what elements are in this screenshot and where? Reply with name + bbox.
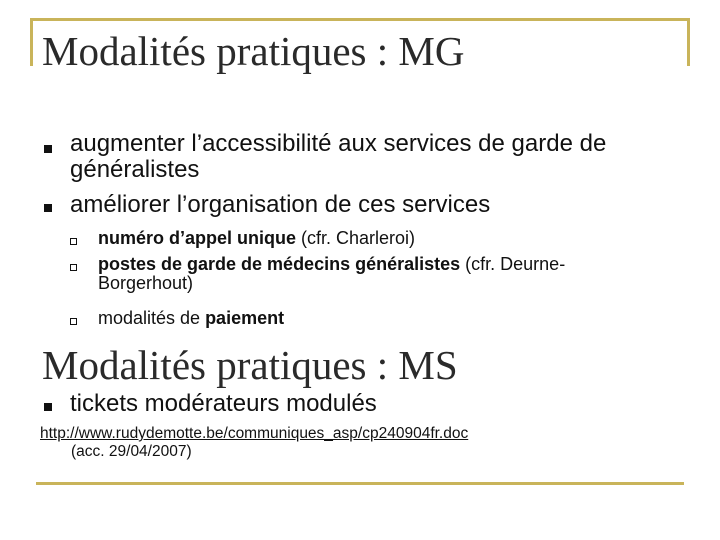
title-frame-right-line: [687, 18, 690, 66]
bullet-square-icon: [44, 403, 52, 411]
bullet-text-line: généralistes: [70, 155, 200, 183]
bullet-square-icon: [44, 204, 52, 212]
subbullet-item-postes: [98, 255, 565, 294]
subbullet-square-icon: [70, 238, 77, 245]
subbullet-item-numero: [98, 229, 415, 248]
title-frame-left-line: [30, 18, 33, 66]
title-frame-top-line: [30, 18, 690, 21]
bullet-item-organisation: [70, 192, 490, 218]
source-link[interactable]: http://www.rudydemotte.be/communiques_asp/cp240904fr.doc: [40, 425, 469, 442]
subbullet-bold-text: postes de garde de médecins généralistes: [98, 254, 461, 274]
bullet-item-accessibility: [70, 131, 606, 182]
subbullet-text: (cfr. Deurne-: [460, 254, 566, 274]
bottom-divider-line: [36, 482, 684, 485]
subbullet-item-paiement: [98, 309, 284, 328]
source-reference: [40, 425, 468, 461]
subbullet-square-icon: [70, 318, 77, 325]
access-date: (acc. 29/04/2007): [71, 442, 192, 460]
subbullet-text: (cfr. Charleroi): [296, 228, 416, 248]
subbullet-text-line: Borgerhout): [98, 273, 194, 294]
section-title-ms: Modalités pratiques : MS: [42, 342, 458, 388]
subbullet-bold-text: numéro d’appel unique: [98, 228, 297, 248]
bullet-item-tickets: [70, 391, 377, 417]
subbullet-square-icon: [70, 264, 77, 271]
bullet-square-icon: [44, 145, 52, 153]
bullet-text: tickets modérateurs modulés: [70, 390, 377, 417]
subbullet-bold-text: paiement: [205, 308, 285, 328]
subbullet-text: modalités de: [98, 308, 206, 328]
bullet-text: améliorer l’organisation de ces services: [70, 191, 491, 218]
bullet-text-line: augmenter l’accessibilité aux services de garde de: [70, 130, 607, 157]
section-title-mg: Modalités pratiques : MG: [42, 28, 465, 74]
